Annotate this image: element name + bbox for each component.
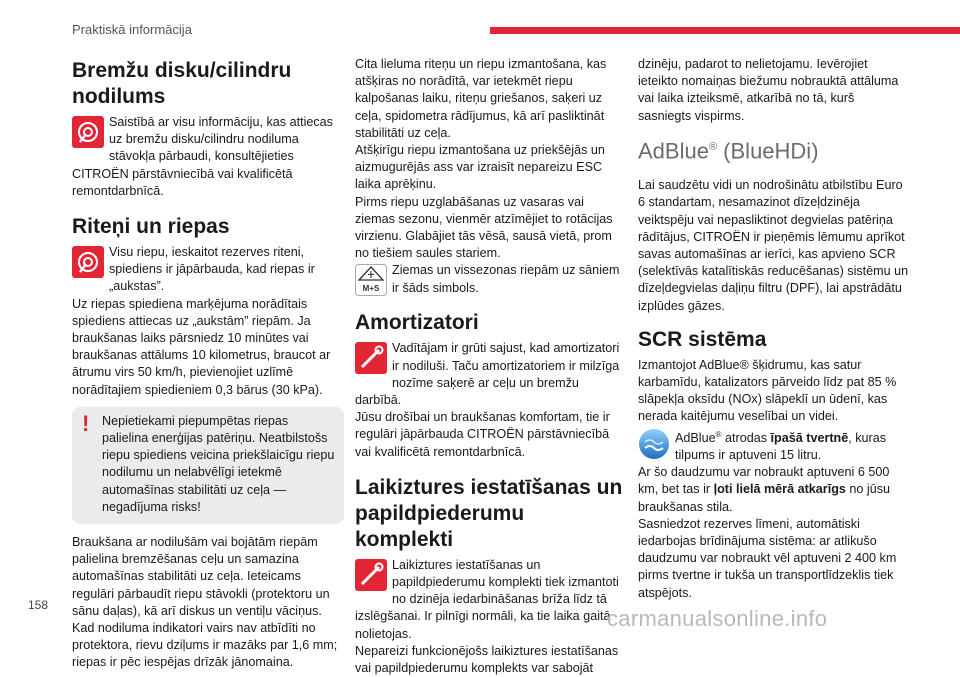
timing-block: [355, 557, 623, 643]
scr-text: Izmantojot AdBlue® šķidrumu, kas satur karbamīdu, katalizators pārveido līdz pat 85 % slāpekļa oksīdu (NOx) slāpeklī un ūdenī, kas nerada kaitējumu veselībai un videi.: [638, 357, 897, 424]
axle-text: Atšķirīgu riepu izmantošana uz priekšējās un aizmugurējās ass var izraisīt nepareizu ESC laika aprēķinu.: [355, 143, 605, 192]
tank-text: AdBlue® atrodas īpašā tvertnē, kuras tilpums ir aptuveni 15 litru.: [675, 429, 887, 462]
maintenance-wrench-icon: [355, 559, 387, 591]
adblue-text: Lai saudzētu vidi un nodrošinātu atbilstību Euro 6 standartam, nesamazinot dīzeļdzinēja veiktspēju vai nepasliktinot degvielas patēriņa rādītājus, CITROËN ir pieņēmis lēmumu aprīkot savas automašīnas ar ierīci, kas apvieno SCR (selektīvās katalītiskās reducēšanas) sistēmu un dīzeļdegvielas daļiņu filtru (DPF), lai apstrādātu izplūdes gāzes.: [638, 178, 909, 313]
column-2: [355, 56, 623, 677]
maintenance-wrench-icon: [355, 342, 387, 374]
column-1: [72, 58, 344, 672]
heading-adblue: AdBlue® (BlueHDi): [638, 138, 819, 164]
heading-timing-kits: Laikiztures iestatīšanas un papildpiederumu komplekti: [355, 475, 623, 551]
warning-text: Nepietiekami piepumpētas riepas palielina enerģijas patēriņu. Neatbilstošs riepu spiediens veicina priekšlaicīgu riepu nodilumu un nelabvēlīgi ietekmē automašīnas stabilitāti uz ceļa — negadījuma risks!: [102, 413, 335, 514]
range-text: Ar šo daudzumu var nobraukt aptuveni 6 500 km, bet tas ir ļoti lielā mērā atkarīgs no jūsu braukšanas stila.: [638, 465, 890, 514]
storage-text: Pirms riepu uzglabāšanas uz vasaras vai ziemas sezonu, vienmēr atzīmējiet to rotācijas virzienu. Glabājiet tās vēsā, sausā vietā, prom no tiešiem saules stariem.: [355, 194, 613, 261]
heading-wheels: Riteņi un riepas: [72, 215, 230, 239]
snow-text: Ziemas un vissezonas riepām uz sāniem ir šāds simbols.: [392, 263, 620, 295]
timing-text-2: Nepareizi funkcionējošs laikiztures iestatīšanas vai papildpiederumu komplekts var sabojāt: [355, 643, 619, 676]
column-3: [638, 56, 910, 602]
warning-note: [72, 407, 344, 524]
maintenance-wrench-icon: [72, 246, 104, 278]
section-header: Praktiskā informācija: [72, 22, 192, 37]
ms-label: M+S: [362, 284, 380, 294]
timing-text: Laikiztures iestatīšanas un papildpiederumu komplekti tiek izmantoti no dzinēja iedarbināšanas brīža līdz tā izslēgšanai. Ir pilnīgi normāli, ka tie laika gaitā nolietojas.: [355, 557, 619, 641]
snow-block: [355, 262, 623, 298]
wheels-text-2: Uz riepas spiediena marķējuma norādītais spiediens attiecas uz „aukstām” riepām. Ja braukšanas laiks pārsniedz 10 minūtes vai braukšanas attālums 10 kilometrus, braucot ar ātrumu virs 50 km/h, pievienojiet uzlīmē norādītajiem spiedieniem 0,3 bārus (30 kPa).: [72, 296, 331, 397]
heading-scr: SCR sistēma: [638, 327, 767, 351]
wheels-block: [72, 244, 344, 296]
shock-text-2: Jūsu drošībai un braukšanas komfortam, tie ir regulāri jāpārbauda CITROËN pārstāvniecībā vai kvalificētā remontdarbnīcā.: [355, 410, 610, 459]
heading-shock-absorbers: Amortizatori: [355, 311, 479, 335]
shock-block: [355, 340, 623, 409]
shock-text: Vadītājam ir grūti sajust, kad amortizatori ir nodiluši. Taču amortizatoriem ir milzīga nozīme saķerē ar ceļu un bremžu darbībā.: [355, 341, 620, 408]
watermark: carmanualsonline.info: [607, 606, 828, 631]
wheels-text-1: Visu riepu, ieskaitot rezerves riteni, spiediens ir jāpārbauda, kad riepas ir „aukstas”.: [109, 245, 315, 294]
warning-icon: !: [82, 410, 90, 436]
maintenance-wrench-icon: [72, 116, 104, 148]
page-number: 158: [28, 598, 49, 612]
reserve-text: Sasniedzot rezerves līmeni, automātiski iedarbojas brīdinājuma sistēma: ar atlikušo daudzumu var nobraukt vēl aptuveni 2 400 km pirms tvertne ir tukša un transportlīdzeklis tiek atspējots.: [638, 516, 897, 600]
brakes-text: Saistībā ar visu informāciju, kas attiecas uz bremžu disku/cilindru nodiluma stāvokļa pārbaudi, konsultējieties CITROËN pārstāvniecībā vai kvalificētā remontdarbnīcā.: [72, 115, 333, 198]
sizes-text: Cita lieluma riteņu un riepu izmantošana, kas atšķiras no norādītā, var ietekmēt riepu kalpošanas laiku, riteņu griešanos, saķeri uz ceļa, spidometra rādījumus, kā arī pasliktināt stabilitāti uz ceļa.: [355, 57, 607, 140]
wheels-text-3: Braukšana ar nodilušām vai bojātām riepām palielina bremzēšanas ceļu un samazina automašīnas stabilitāti uz ceļa. Ieteicams regulāri pārbaudīt riepu stāvokli (protektoru un sānu daļas), kā arī diskus un ventiļu vāciņus. Kad nodiluma indikatori vairs nav atbīdīti no protektora, rievu dziļums ir mazāks par 1,6 mm; riepas ir pēc iespējas drīzāk jānomaina.: [72, 535, 338, 670]
tank-block: [638, 426, 910, 465]
adblue-drop-icon: [638, 428, 670, 460]
brakes-block: [72, 114, 344, 200]
timing-continued-text: dzinēju, padarot to nelietojamu. Ievērojiet ieteikto nomaiņas biežumu nobrauktā attāluma vai laika izteiksmē, atkarībā no tā, kurš sasniegts vispirms.: [638, 57, 899, 123]
heading-brakes: Bremžu disku/cilindru nodilums: [72, 59, 292, 108]
header-accent-bar: [490, 27, 960, 34]
snowflake-ms-icon: [355, 264, 387, 296]
